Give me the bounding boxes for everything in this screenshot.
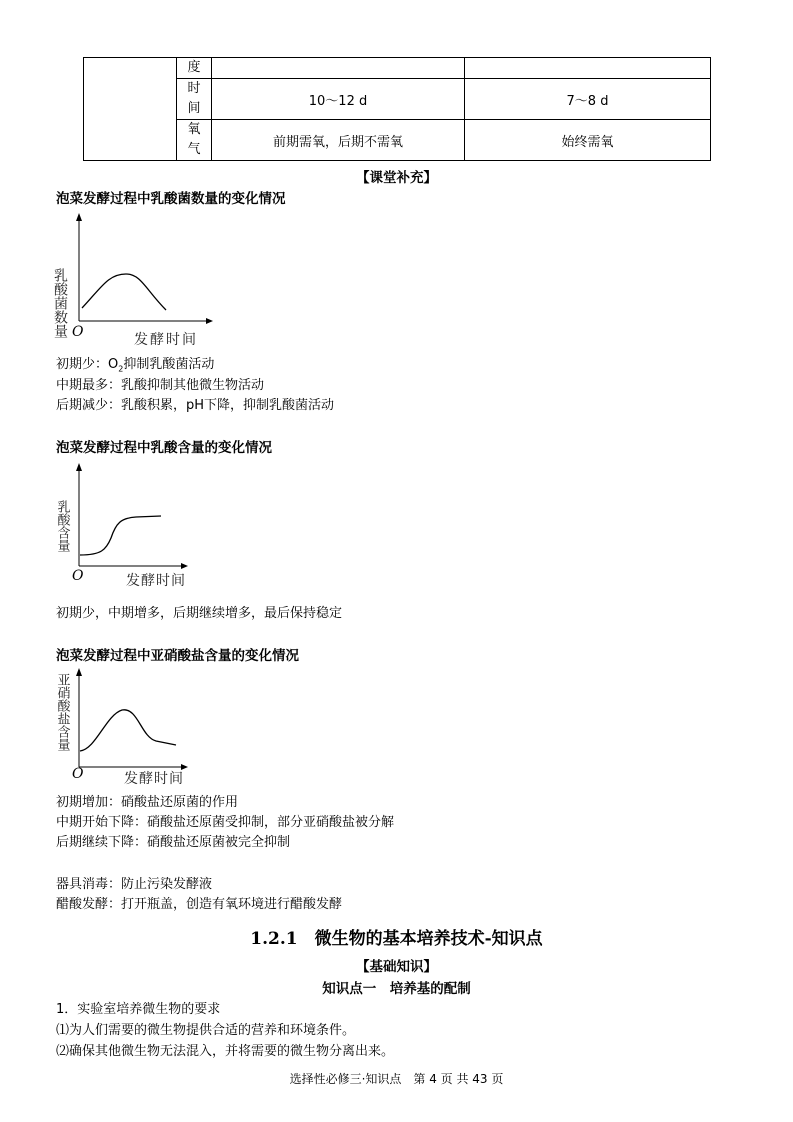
text-line: 后期减少：乳酸积累，pH下降，抑制乳酸菌活动: [56, 398, 335, 413]
text-line: ⑵确保其他微生物无法混入，并将需要的微生物分离出来。: [56, 1044, 395, 1059]
y-axis-arrow: [76, 463, 82, 471]
table-cell: 7～8 d: [465, 79, 711, 120]
section-heading: 泡菜发酵过程中乳酸含量的变化情况: [56, 440, 272, 456]
text-line: 器具消毒：防止污染发酵液: [56, 877, 213, 892]
lactobacillus-count-chart: [52, 208, 226, 350]
knowledge-point-title: 知识点一 培养基的配制: [322, 981, 471, 997]
curve: [82, 274, 166, 310]
x-axis-arrow: [206, 318, 213, 324]
text-line: 初期少，中期增多，后期继续增多，最后保持稳定: [56, 606, 343, 621]
text-line: 初期少：$O_2$抑制乳酸菌活动: [56, 357, 215, 374]
text-line: 中期最多：乳酸抑制其他微生物活动: [56, 378, 265, 393]
x-axis-label: 发酵时间: [124, 771, 184, 787]
table-cell: 10～12 d: [212, 79, 465, 120]
table-cell: 前期需氧，后期不需氧: [212, 120, 465, 161]
nitrite-chart: [56, 665, 206, 789]
table-row-label-text: 时 间: [187, 81, 201, 116]
x-axis-arrow: [181, 764, 188, 770]
section-title: 1.2.1 微生物的基本培养技术-知识点: [250, 929, 543, 949]
text-line: 后期继续下降：硝酸盐还原菌被完全抑制: [56, 835, 291, 850]
text-line: 初期增加：硝酸盐还原菌的作用: [56, 795, 239, 810]
section-heading: 泡菜发酵过程中亚硝酸盐含量的变化情况: [56, 648, 299, 664]
text-line: 中期开始下降：硝酸盐还原菌受抑制，部分亚硝酸盐被分解: [56, 815, 395, 830]
y-axis-arrow: [76, 668, 82, 676]
table-row-label: 度: [177, 58, 212, 79]
curve: [80, 516, 161, 555]
y-axis-label: 乳酸含量: [54, 500, 70, 552]
comparison-table: [83, 57, 711, 161]
section-heading: 泡菜发酵过程中乳酸菌数量的变化情况: [56, 191, 286, 207]
y-axis-label: 亚硝酸盐含量: [54, 673, 70, 751]
table-empty-cell: [84, 58, 177, 161]
text-line: 1．实验室培养微生物的要求: [56, 1002, 221, 1017]
y-axis-arrow: [76, 213, 82, 221]
table-cell: 始终需氧: [465, 120, 711, 161]
text-line: ⑴为人们需要的微生物提供合适的营养和环境条件。: [56, 1023, 356, 1038]
curve: [80, 710, 176, 751]
origin-label: O: [72, 568, 84, 584]
table-row-label-text: 氧 气: [187, 122, 201, 157]
x-axis-label: 发酵时间: [126, 573, 186, 589]
origin-label: O: [72, 766, 84, 782]
y-axis-label: 乳酸菌数量: [52, 268, 68, 338]
x-axis-label: 发酵时间: [134, 332, 198, 348]
lactic-acid-chart: [56, 458, 206, 593]
page-footer: 选择性必修三·知识点 第 4 页 共 43 页: [289, 1072, 504, 1086]
x-axis-arrow: [181, 563, 188, 569]
origin-label: O: [72, 324, 84, 340]
table-row-label: [177, 79, 212, 120]
table-cell: [212, 58, 465, 79]
text-line: 醋酸发酵：打开瓶盖，创造有氧环境进行醋酸发酵: [56, 897, 343, 912]
table-row-label: [177, 120, 212, 161]
supplement-title: 【课堂补充】: [356, 170, 437, 186]
table-cell: [465, 58, 711, 79]
basic-knowledge-title: 【基础知识】: [356, 959, 437, 975]
